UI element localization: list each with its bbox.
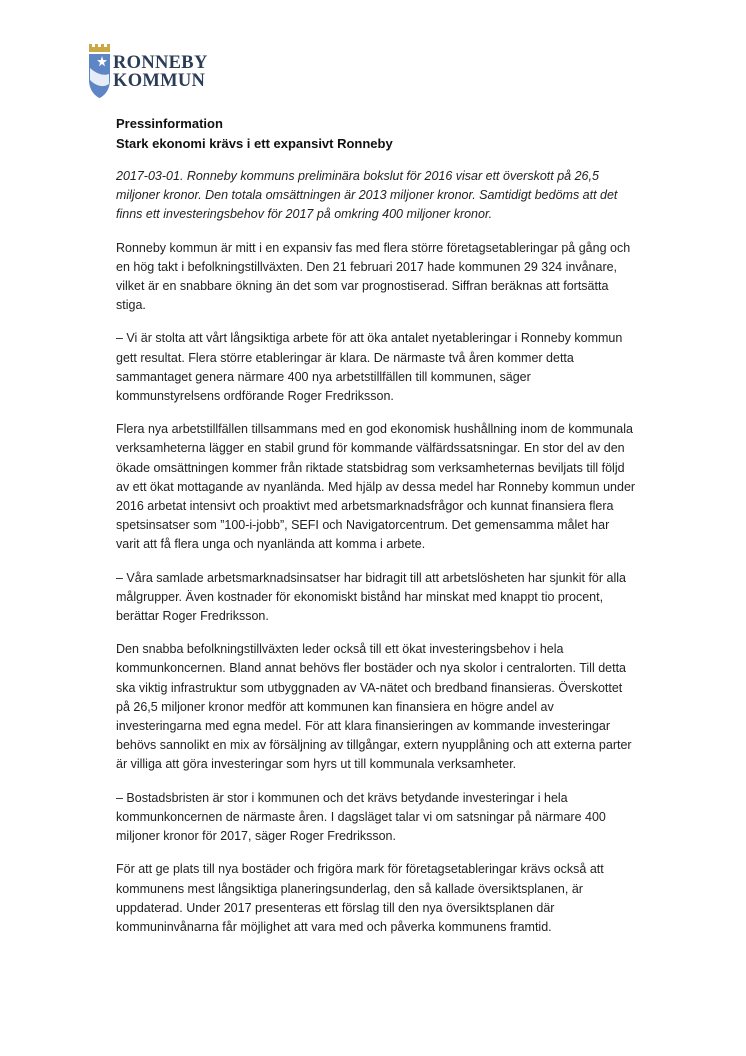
- body-paragraph: – Vi är stolta att vårt långsiktiga arbete för att öka antalet nyetableringar i Ronneby kommun gett resultat. Flera större etableringar är klara. De närmaste två åren kommer detta sammantaget genera närmare 400 nya arbetstillfällen till kommunen, säger kommunstyrelsens ordförande Roger Fredriksson.: [116, 331, 623, 404]
- release-kicker: Pressinformation: [116, 116, 223, 131]
- body-paragraph: – Våra samlade arbetsmarknadsinsatser har bidragit till att arbetslösheten har sjunkit för alla målgrupper. Även kostnader för ekonomiskt bistånd har minskat med knappt tio procent, berättar Roger Fredriksson.: [116, 570, 626, 624]
- coat-of-arms-icon: [88, 44, 112, 100]
- logo-line-2: KOMMUN: [113, 71, 206, 91]
- logo-line-1: RONNEBY: [113, 53, 208, 73]
- body-paragraph: Den snabba befolkningstillväxten leder också till ett ökat investeringsbehov i hela kommunkoncernen. Bland annat behövs fler bostäder och nya skolor i centralorten. Till detta ska viktig infrastruktur som utbyggnaden av VA-nätet och bredband finansieras. Överskottet på 26,5 miljoner kronor medför att kommunen kan finansiera en högre andel av investeringarna med egna medel. För att klara finansieringen av kommande investeringar behövs sannolikt en mix av försäljning av tillgångar, extern nyupplåning och att externa parter är villiga att göra investeringar som hyrs ut till kommunala verksamheter.: [116, 642, 632, 772]
- release-body: [116, 167, 636, 951]
- body-paragraph: Ronneby kommun är mitt i en expansiv fas med flera större företagsetableringar på gång och en hög takt i befolkningstillväxten. Den 21 februari 2017 hade kommunen 29 324 invånare, vilket är en snabbare ökning än det som var prognostiserad. Siffran beräknas att fortsätta stiga.: [116, 240, 631, 313]
- body-paragraph: För att ge plats till nya bostäder och frigöra mark för företagsetableringar krävs också att kommunens mest långsiktiga planeringsunderlag, den så kallade översiktsplanen, är uppdaterad. Under 2017 presenteras ett förslag till den nya översiktsplanen där kommuninvånarna får möjlighet att vara med och påverka kommunens framtid.: [116, 862, 604, 934]
- lead-paragraph: 2017-03-01. Ronneby kommuns preliminära bokslut för 2016 visar ett överskott på 26,5 miljoner kronor. Den totala omsättningen är 2013 miljoner kronor. Samtidigt bedöms att det finns ett investeringsbehov för 2017 på omkring 400 miljoner kronor.: [116, 169, 618, 222]
- body-paragraph: Flera nya arbetstillfällen tillsammans med en god ekonomisk hushållning inom de kommunala verksamheterna lägger en stabil grund för kommande välfärdssatsningar. En stor del av den ökade omsättningen kommer från riktade statsbidrag som verksamheternas beviljats till följd av ett ökat mottagande av nyanlända. Med hjälp av dessa medel har Ronneby kommun under 2016 arbetat intensivt och proaktivt med arbetsmarknadsfrågor och kunnat finansiera flera spetsinsatser som ”100-i-jobb”, SEFI och Navigatorcentrum. Det gemensamma målet har varit att få flera unga och nyanlända att komma i arbete.: [116, 422, 636, 552]
- release-heading: [116, 114, 393, 154]
- release-title: Stark ekonomi krävs i ett expansivt Ronneby: [116, 136, 393, 151]
- ronneby-kommun-logo: [88, 44, 238, 100]
- logo-wordmark: [113, 54, 208, 90]
- body-paragraph: – Bostadsbristen är stor i kommunen och det krävs betydande investeringar i hela kommunkoncernen de närmaste åren. I dagsläget talar vi om satsningar på närmare 400 miljoner kronor för 2017, säger Roger Fredriksson.: [116, 790, 606, 844]
